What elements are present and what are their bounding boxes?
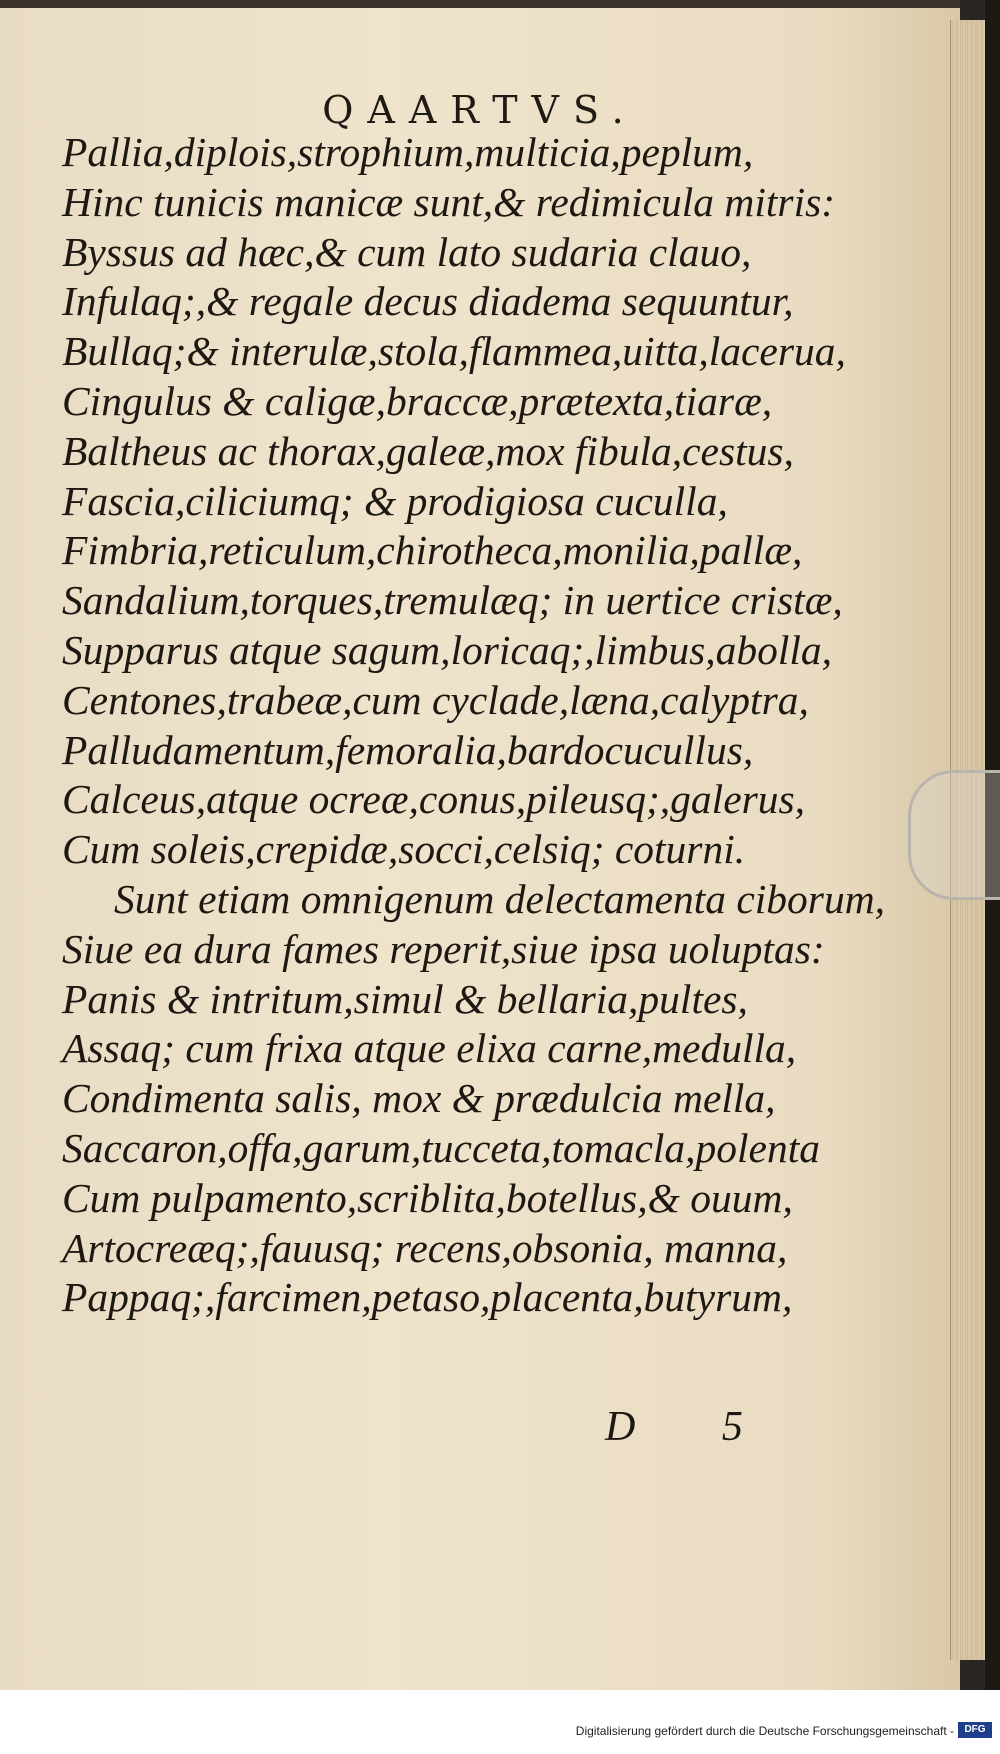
verse-line: Saccaron,offa,garum,tucceta,tomacla,polenta	[62, 1124, 821, 1171]
verse-line: Siue ea dura fames reperit,siue ipsa uoluptas:	[62, 925, 825, 972]
verse-line: Hinc tunicis manicæ sunt,& redimicula mitris:	[62, 178, 836, 225]
verse-line: Assaq; cum frixa atque elixa carne,medulla,	[62, 1025, 797, 1072]
verse-line: Bullaq;& interulæ,stola,flammea,uitta,lacerua,	[62, 328, 846, 375]
verse-line: Cingulus & caligæ,braccæ,prætexta,tiaræ,	[62, 377, 773, 424]
footer-credit: Digitalisierung gefördert durch die Deutsche Forschungsgemeinschaft -	[575, 1724, 954, 1738]
page-clip	[908, 770, 1000, 900]
running-head: QAARTVS.	[322, 88, 638, 132]
signature-mark: D 5	[605, 1404, 781, 1450]
verse-line: Baltheus ac thorax,galeæ,mox fibula,cestus,	[62, 427, 794, 474]
verse-line: Panis & intritum,simul & bellaria,pultes,	[62, 975, 748, 1022]
verse-text	[62, 128, 912, 1323]
digitization-footer	[0, 1690, 1000, 1754]
verse-line: Calceus,atque ocreæ,conus,pileusq;,galerus,	[62, 776, 806, 823]
verse-line: Pallia,diplois,strophium,multicia,peplum,	[62, 129, 754, 175]
verse-line: Cum soleis,crepidæ,socci,celsiq; coturni.	[62, 826, 746, 873]
verse-line: Byssus ad hæc,& cum lato sudaria clauo,	[62, 228, 752, 275]
verse-line: Palludamentum,femoralia,bardocucullus,	[62, 726, 754, 773]
verse-line: Fimbria,reticulum,chirotheca,monilia,pallæ,	[62, 527, 803, 574]
verse-line: Supparus atque sagum,loricaq;,limbus,abolla,	[62, 626, 833, 673]
verse-line: Fascia,ciliciumq; & prodigiosa cuculla,	[62, 477, 728, 524]
verse-line: Infulaq;,& regale decus diadema sequuntur,	[62, 278, 794, 325]
verse-line: Condimenta salis, mox & prædulcia mella,	[62, 1075, 776, 1122]
verse-line: Centones,trabeæ,cum cyclade,læna,calyptra,	[62, 676, 809, 723]
verse-line: Sandalium,torques,tremulæq; in uertice cristæ,	[62, 577, 843, 624]
verse-line: Artocreæq;,fauusq; recens,obsonia, manna,	[62, 1224, 788, 1271]
verse-line: Pappaq;,farcimen,petaso,placenta,butyrum,	[62, 1274, 793, 1321]
dfg-logo: DFG	[958, 1722, 992, 1738]
verse-line: Cum pulpamento,scriblita,botellus,& ouum,	[62, 1174, 793, 1221]
verse-line: Sunt etiam omnigenum delectamenta ciborum,	[114, 875, 886, 922]
